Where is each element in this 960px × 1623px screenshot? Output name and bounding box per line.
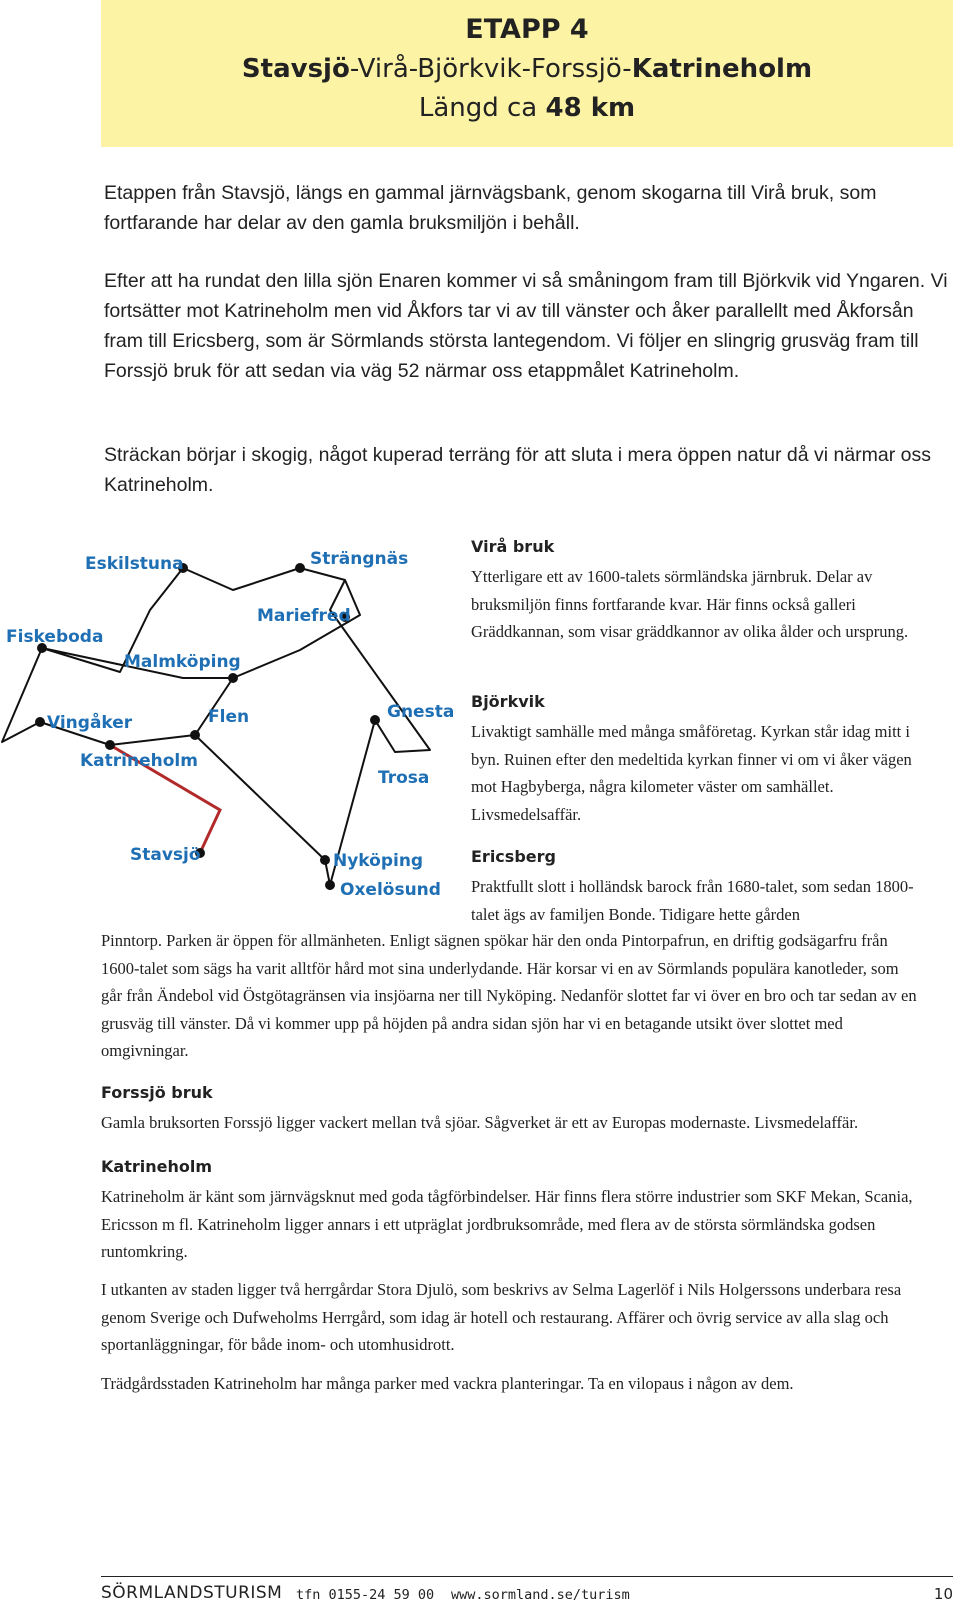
label-katrineholm: Katrineholm (80, 751, 198, 771)
label-flen: Flen (208, 707, 250, 727)
section-text-katrineholm-2: I utkanten av staden ligger två herrgårdar Stora Djulö, som beskrivs av Selma Lagerlöf i Nils Holgerssons underbara resa genom Sverige och Dufweholms Herrgård, som idag är hotell och restaurang. Affärer och övrig service av alla slag och sportanläggningar, för både inom- och utomhusidrott. (101, 1280, 902, 1354)
length-value: 48 km (545, 93, 636, 123)
label-vingaker: Vingåker (47, 713, 133, 733)
section-text-vira: Ytterligare ett av 1600-talets sörmländska järnbruk. Delar av bruksmiljön finns fortfarande kvar. Här finns också galleri Gräddkannan, som visar gräddkannor av olika ålder och ursprung. (471, 567, 909, 641)
route-start: Stavsjö (241, 54, 350, 84)
route-map (0, 540, 470, 940)
label-gnesta: Gnesta (387, 702, 455, 722)
page-number: 10 (933, 1585, 953, 1603)
section-title-katrineholm: Katrineholm (101, 1157, 212, 1176)
section-title-bjorkvik: Björkvik (471, 692, 545, 711)
dot-nykoping (320, 855, 330, 865)
dot-vingaker (35, 717, 45, 727)
footer-brand: SÖRMLANDSTURISM (101, 1583, 283, 1603)
stage-length (101, 93, 953, 123)
route-end: Katrineholm (631, 54, 813, 84)
section-text-bjorkvik: Livaktigt samhälle med många småföretag. Kyrkan står idag mitt i byn. Ruinen efter den medeltida kyrkan finner vi om vi åker vägen mot Hagbyberga, några kilometer väster om samhället. Livsmedelsaffär. (471, 722, 912, 824)
stage-header (101, 0, 953, 147)
label-stavsjo: Stavsjö (130, 845, 201, 865)
footer-website-link[interactable]: www.sormland.se/turism (451, 1587, 630, 1603)
dot-strangnas (295, 563, 305, 573)
section-text-ericsberg-a: Praktfullt slott i holländsk barock från 1680-talet, som sedan 1800-talet ägs av familjen Bonde. Tidigare hette gården (471, 877, 914, 924)
page-footer (101, 1576, 953, 1617)
section-text-katrineholm-3: Trädgårdsstaden Katrineholm har många parker med vackra planteringar. Ta en vilopaus i någon av dem. (101, 1374, 794, 1393)
section-text-forssjo: Gamla bruksorten Forssjö ligger vackert mellan två sjöar. Sågverket är ett av Europas modernaste. Livsmedelaffär. (101, 1113, 859, 1132)
dot-gnesta (370, 715, 380, 725)
section-title-vira: Virå bruk (471, 537, 555, 556)
stage-route (101, 54, 953, 84)
intro-paragraph-2: Efter att ha rundat den lilla sjön Enaren kommer vi så småningom fram till Björkvik vid Yngaren. Vi fortsätter mot Katrineholm men vid Åkfors tar vi av till vänster och åker parallellt med Åkforsån fram till Ericsberg, som är Sörmlands största lantegendom. Vi följer en slingrig grusväg fram till Forssjö bruk för att sedan via väg 52 närmar oss etappmålet Katrineholm. (104, 270, 948, 382)
label-malmkoping: Malmköping (124, 652, 241, 672)
intro-paragraph-3: Sträckan börjar i skogig, något kuperad terräng för att sluta i mera öppen natur då vi närmar oss Katrineholm. (104, 444, 932, 496)
dot-oxelosund (325, 880, 335, 890)
section-text-katrineholm-1: Katrineholm är känt som järnvägsknut med goda tågförbindelser. Här finns flera större industrier som SKF Mekan, Scania, Ericsson m fl. Katrineholm ligger annars i ett utpräglat jordbruksområde, med flera av de största sörmländska godsen runtomkring. (101, 1187, 913, 1261)
stage-number: ETAPP 4 (465, 14, 589, 45)
length-prefix: Längd ca (418, 93, 546, 123)
route-mid: -Virå-Björkvik-Forssjö- (349, 54, 632, 84)
section-text-ericsberg-b: Pinntorp. Parken är öppen för allmänheten. Enligt sägnen spökar här den onda Pintorpafrun, en driftig godsägarfru från 1600-talet som sägs ha varit alltför hård mot sina underlydande. Här korsar vi en av Sörmlands populära kanotleder, som går från Ändebol vid Östgötagränsen via insjöarna ner till Nyköping. Nedanför slottet far vi över en bro och tar sedan av en grusväg till vänster. Då vi kommer upp på höjden på andra sidan sjön har vi en betagande utsikt över slottet med omgivningar. (101, 931, 917, 1060)
dot-malmkoping (228, 673, 238, 683)
intro-paragraph-1: Etappen från Stavsjö, längs en gammal järnvägsbank, genom skogarna till Virå bruk, som fortfarande har delar av den gamla bruksmiljön i behåll. (104, 182, 877, 234)
dot-katrineholm (105, 740, 115, 750)
label-fiskeboda: Fiskeboda (6, 627, 104, 647)
dot-flen (190, 730, 200, 740)
section-title-forssjo: Forssjö bruk (101, 1083, 213, 1102)
label-strangnas: Strängnäs (310, 549, 409, 569)
label-mariefred: Mariefred (257, 606, 351, 626)
label-oxelosund: Oxelösund (340, 880, 441, 900)
footer-phone: tfn 0155-24 59 00 (296, 1587, 435, 1603)
label-eskilstuna: Eskilstuna (85, 554, 184, 574)
label-trosa: Trosa (378, 768, 430, 788)
section-title-ericsberg: Ericsberg (471, 847, 556, 866)
label-nykoping: Nyköping (333, 851, 424, 871)
